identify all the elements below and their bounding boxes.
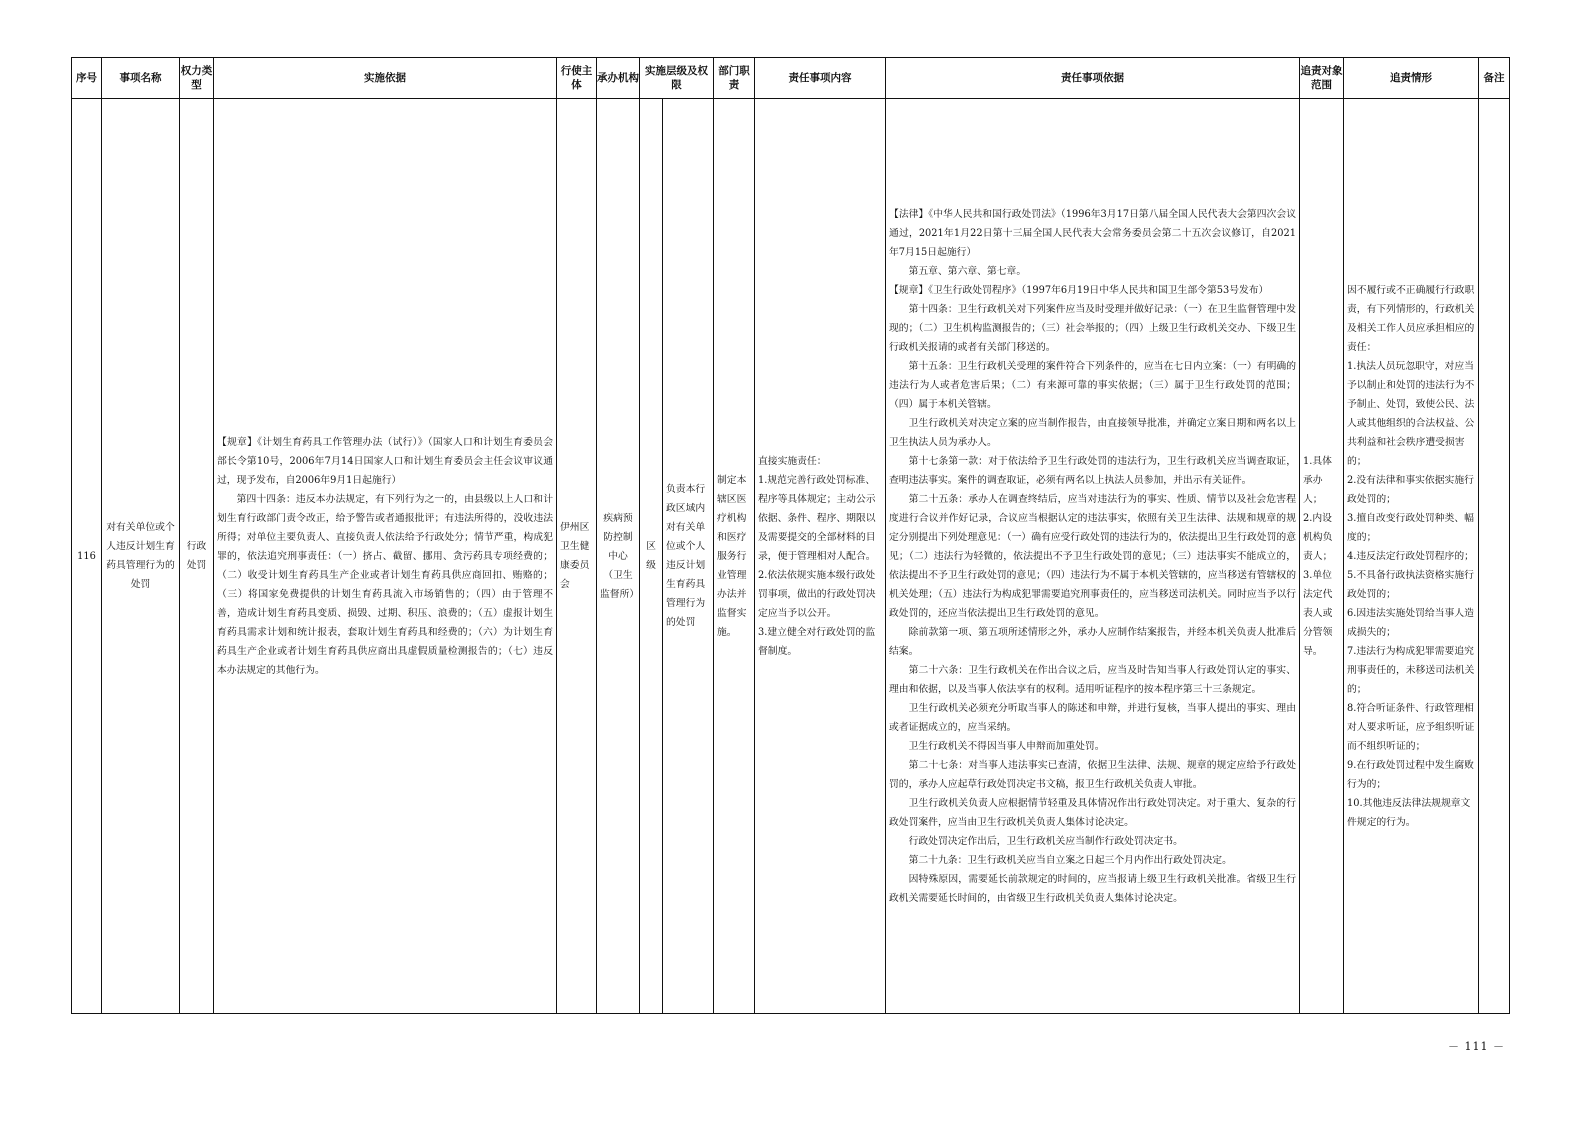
paragraph: 【规章】《计划生育药具工作管理办法（试行）》（国家人口和计划生育委员会部长令第10号，2006年7月14日国家人口和计划生育委员会主任会议审议通过，现予发布，自2006年9月1日起施行） — [217, 436, 553, 486]
paragraph: 第四十四条：违反本办法规定，有下列行为之一的，由县级以上人口和计划生育行政部门责令改正，给予警告或者通报批评；有违法所得的，没收违法所得；对单位主要负责人、直接负责人依法给予行政处分；情节严重，构成犯罪的，依法追究刑事责任：（一）挤占、截留、挪用、贪污药具专项经费的；（二）收受计划生育药具生产企业或者计划生育药具供应商回扣、贿赂的；（三）将国家免费提供的计划生育药具流入市场销售的；（四）由于管理不善，造成计划生育药具变质、损毁、过期、积压、浪费的；（五）虚报计划生育药具需求计划和统计报表，套取计划生育药具和经费的；（六）为计划生育药具生产企业或者计划生育药具供应商出具虚假质量检测报告的；（七）违反本办法规定的其他行为。 — [217, 493, 553, 676]
header-item-name: 事项名称 — [102, 58, 180, 99]
cell-level-a: 区级 — [640, 99, 663, 1014]
cell-remarks — [1479, 99, 1510, 1014]
table-header-row — [72, 58, 1510, 99]
paragraph: 【法律】《中华人民共和国行政处罚法》（1996年3月17日第八届全国人民代表大会第四次会议通过，2021年1月22日第十三届全国人民代表大会常务委员会第二十五次会议修订，自2021年7月15日起施行） — [889, 208, 1296, 258]
header-resp-basis: 责任事项依据 — [886, 58, 1300, 99]
list-item: 因不履行或不正确履行行政职责，有下列情形的，行政机关及相关工作人员应承担相应的责任： — [1347, 284, 1475, 353]
header-accountable-case: 追责情形 — [1344, 58, 1479, 99]
list-item: 9.在行政处罚过程中发生腐败行为的； — [1347, 759, 1474, 790]
paragraph: 除前款第一项、第五项所述情形之外，承办人应制作结案报告，并经本机关负责人批准后结案。 — [889, 626, 1296, 657]
basis-paragraphs — [217, 433, 553, 680]
header-power-type: 权力类型 — [180, 58, 214, 99]
cell-subject: 伊州区卫生健康委员会 — [557, 99, 597, 1014]
paragraph: 第二十七条：对当事人违法事实已查清，依据卫生法律、法规、规章的规定应给予行政处罚的，承办人应起草行政处罚决定书文稿，报卫生行政机关负责人审批。 — [889, 759, 1296, 790]
list-item: 7.违法行为构成犯罪需要追究刑事责任的，未移送司法机关的； — [1347, 645, 1475, 695]
list-item: 8.符合听证条件、行政管理相对人要求听证，应予组织听证而不组织听证的； — [1347, 702, 1475, 752]
list-item: 1.执法人员玩忽职守，对应当予以制止和处罚的违法行为不予制止、处罚，致使公民、法人或其他组织的合法权益、公共利益和社会秩序遭受损害的； — [1347, 360, 1475, 467]
list-item: 1.具体承办人； — [1303, 455, 1332, 505]
list-item: 6.因违法实施处罚给当事人造成损失的； — [1347, 607, 1474, 638]
cell-item-name: 对有关单位或个人违反计划生育药具管理行为的处罚 — [102, 99, 180, 1014]
paragraph: 卫生行政机关不得因当事人申辩而加重处罚。 — [908, 740, 1105, 752]
cell-level-b: 负责本行政区域内对有关单位或个人违反计划生育药具管理行为的处罚 — [663, 99, 714, 1014]
paragraph: 第二十六条：卫生行政机关在作出合议之后，应当及时告知当事人行政处罚认定的事实、理由和依据，以及当事人依法享有的权利。适用听证程序的按本程序第三十三条规定。 — [889, 664, 1296, 695]
paragraph: 卫生行政机关必须充分听取当事人的陈述和申辩，并进行复核，当事人提出的事实、理由或者证据成立的，应当采纳。 — [889, 702, 1296, 733]
page-number: － 111 － — [1448, 1040, 1505, 1053]
header-accountable-scope: 追责对象范围 — [1300, 58, 1344, 99]
header-seq: 序号 — [72, 58, 102, 99]
table-row — [72, 99, 1510, 1014]
list-item: 3.建立健全对行政处罚的监督制度。 — [758, 626, 876, 657]
header-remarks: 备注 — [1479, 58, 1510, 99]
header-basis: 实施依据 — [214, 58, 557, 99]
accountable-scope-lines — [1303, 452, 1340, 661]
list-item: 3.擅自改变行政处罚种类、幅度的； — [1347, 512, 1474, 543]
cell-accountable-scope — [1300, 99, 1344, 1014]
paragraph: 第五章、第六章、第七章。 — [908, 265, 1027, 277]
cell-basis — [214, 99, 557, 1014]
cell-seq: 116 — [72, 99, 102, 1014]
paragraph: 第十五条：卫生行政机关受理的案件符合下列条件的，应当在七日内立案：（一）有明确的违法行为人或者危害后果；（二）有来源可靠的事实依据；（三）属于卫生行政处罚的范围；（四）属于本机关管辖。 — [889, 360, 1296, 410]
resp-content-lines — [758, 452, 882, 661]
paragraph: 第十七条第一款：对于依法给予卫生行政处罚的违法行为，卫生行政机关应当调查取证，查明违法事实。案件的调查取证，必须有两名以上执法人员参加，并出示有关证件。 — [889, 455, 1296, 486]
cell-resp-content — [755, 99, 886, 1014]
list-item: 2.内设机构负责人； — [1303, 512, 1333, 562]
paragraph: 第二十五条：承办人在调查终结后，应当对违法行为的事实、性质、情节以及社会危害程度进行合议并作好记录，合议应当根据认定的违法事实，依照有关卫生法律、法规和规章的规定分别提出下列处理意见：（一）确有应受行政处罚的违法行为的，依法提出卫生行政处罚的意见；（二）违法行为轻微的，依法提出不予卫生行政处罚的意见；（三）违法事实不能成立的，依法提出不予卫生行政处罚的意见；（四）违法行为不属于本机关管辖的，应当移送有管辖权的机关处理；（五）违法行为构成犯罪需要追究刑事责任的，应当移送司法机关。同时应当予以行政处罚的，还应当依法提出卫生行政处罚的意见。 — [889, 493, 1296, 619]
cell-power-type: 行政处罚 — [180, 99, 214, 1014]
header-subject: 行使主体 — [557, 58, 597, 99]
list-item: 5.不具备行政执法资格实施行政处罚的； — [1347, 569, 1474, 600]
list-item: 4.违反法定行政处罚程序的； — [1347, 550, 1474, 562]
list-item: 2.依法依规实施本级行政处罚事项，做出的行政处罚决定应当予以公开。 — [758, 569, 876, 619]
cell-duty: 制定本辖区医疗机构和医疗服务行业管理办法并监督实施。 — [714, 99, 755, 1014]
header-level: 实施层级及权限 — [640, 58, 714, 99]
paragraph: 行政处罚决定作出后，卫生行政机关应当制作行政处罚决定书。 — [908, 835, 1183, 847]
responsibility-table — [71, 57, 1510, 1014]
paragraph: 第二十九条：卫生行政机关应当自立案之日起三个月内作出行政处罚决定。 — [908, 854, 1232, 866]
list-item: 2.没有法律和事实依据实施行政处罚的； — [1347, 474, 1474, 505]
paragraph: 卫生行政机关负责人应根据情节轻重及具体情况作出行政处罚决定。对于重大、复杂的行政处罚案件，应当由卫生行政机关负责人集体讨论决定。 — [889, 797, 1296, 828]
header-agency: 承办机构 — [597, 58, 640, 99]
paragraph: 因特殊原因，需要延长前款规定的时间的，应当报请上级卫生行政机关批准。省级卫生行政机关需要延长时间的，由省级卫生行政机关负责人集体讨论决定。 — [889, 873, 1296, 904]
cell-accountable-case — [1344, 99, 1479, 1014]
list-item: 3.单位法定代表人或分管领导。 — [1303, 569, 1333, 657]
list-item: 1.规范完善行政处罚标准、程序等具体规定；主动公示依据、条件、程序、期限以及需要提交的全部材料的目录，便于管理相对人配合。 — [758, 474, 876, 562]
paragraph: 卫生行政机关对决定立案的应当制作报告，由直接领导批准，并确定立案日期和两名以上卫生执法人员为承办人。 — [889, 417, 1296, 448]
cell-agency: 疾病预防控制中心（卫生监督所） — [597, 99, 640, 1014]
header-resp-content: 责任事项内容 — [755, 58, 886, 99]
resp-basis-paragraphs — [889, 205, 1296, 908]
cell-resp-basis — [886, 99, 1300, 1014]
paragraph: 【规章】《卫生行政处罚程序》（1997年6月19日中华人民共和国卫生部令第53号发布） — [889, 284, 1269, 296]
accountable-case-lines — [1347, 281, 1475, 832]
list-item: 直接实施责任： — [758, 455, 827, 467]
paragraph: 第十四条：卫生行政机关对下列案件应当及时受理并做好记录：（一）在卫生监督管理中发现的；（二）卫生机构监测报告的；（三）社会举报的；（四）上级卫生行政机关交办、下级卫生行政机关报请的或者有关部门移送的。 — [889, 303, 1296, 353]
header-duty: 部门职责 — [714, 58, 755, 99]
list-item: 10.其他违反法律法规规章文件规定的行为。 — [1347, 797, 1471, 828]
